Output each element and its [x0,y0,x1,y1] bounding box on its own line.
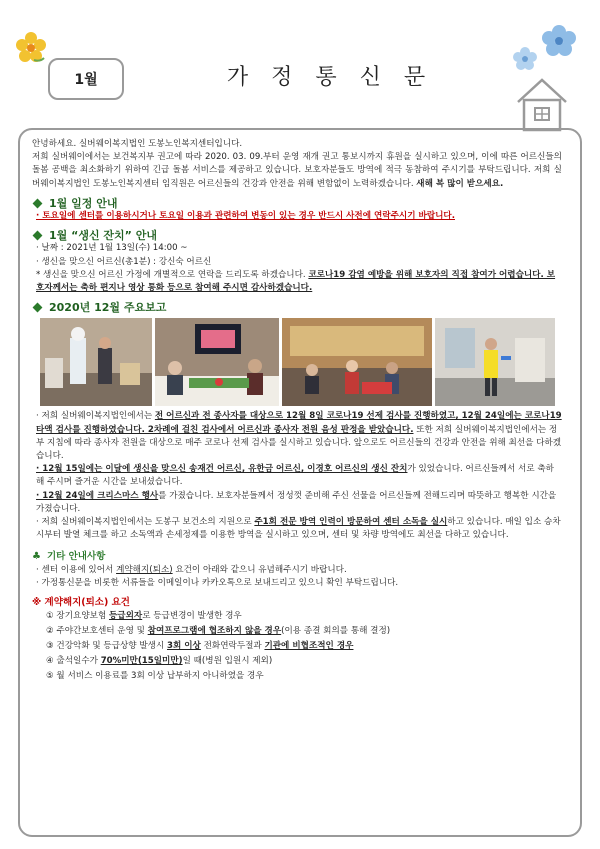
report-disinfection: · 저희 실버웨이복지법인에서는 도봉구 보건소의 지원으로 주1회 전문 방역 인력이 방문하여 센터 소독을 실시하고 있습니다. 매일 입소 승차시부터 발열 체크를 하고 소독액과 손세정제를 이용한 방역을 실시하고 있으며, 센터 및 차량 방역에도 최선을 다하고 있습니다. [36,517,561,541]
content-body [32,138,562,684]
intro-body: 저희 실버웨이에서는 보건복지부 권고에 따라 2020. 03. 09.부터 운영 재개 권고 통보시까지 휴원을 실시하고 있으며, 이에 따른 어르신들의 돌봄 공백을 최소화하기 위하여 긴급 돌봄 서비스를 제공하고 있습니다. 보호자분들도 방역에 적극 동참하여 주시기를 부탁드립니다. 저희 실버웨이복지법인 도봉노인복지센터 임직원은 어르신들의 건강과 안전을 위해 변함없이 노력하겠습니다. [32,152,562,189]
report-covid-tests: · 저희 실버웨이복지법인에서는 전 어르신과 전 종사자를 대상으로 12월 8일 코로나19 선제 검사를 진행하였고, 12월 24일에는 코로나19 타액 검사를 진행하였습니다. 2차례에 걸친 검사에서 어르신과 종사자 전원 음성 판정을 받았습니다. 또한 저희 실버웨이복지법인에서는 정부 지침에 따라 종사자 전원을 대상으로 매주 코로나 선제 검사를 실시하고 있습니다. 앞으로도 어르신들의 건강과 안전을 위해 최선을 다하겠습니다. [36,411,562,462]
diamond-icon [33,231,43,241]
diamond-icon [33,198,43,208]
termination-heading: ※ 계약해지(퇴소) 요건 [32,597,130,609]
section-heading-birthday: 1월 “생신 잔치” 안내 [32,229,562,242]
report-christmas: · 12월 24일에 크리스마스 행사를 가졌습니다. 보호자분들께서 정성껏 준비해 주신 선물을 어르신들께 전해드리며 따뜻하고 행복한 시간을 가졌습니다. [36,490,557,514]
other-notice-1: · 센터 이용에 있어서 계약해지(퇴소) 요건이 아래와 같으니 유념해주시기 바랍니다. [36,564,347,575]
termination-item-3: ③ 건강악화 및 등급상향 발생시 3회 이상 전화연락두절과 기관에 비협조적인 경우 [46,641,354,652]
section-heading-other: ♣ 기타 안내사항 [32,551,106,563]
birthday-date: · 날짜 : 2021년 1월 13일(수) 14:00 ~ [36,243,188,254]
flower-icon [14,30,48,64]
birthday-person: · 생신을 맞으신 어르신(총1분) : 강신숙 어르신 [36,256,212,267]
termination-item-4: ④ 출석일수가 70%미만(15일미만)일 때(병원 입원시 제외) [46,656,273,667]
photo-christmas-party [282,318,432,406]
club-icon: ♣ [32,551,41,563]
intro-greeting: 안녕하세요. 실버웨이복지법인 도봉노인복지센터입니다. [32,139,243,149]
page-title: 가 정 통 신 문 [226,65,434,90]
month-tab [48,58,124,100]
diamond-icon [33,303,43,313]
photo-birthday [155,318,279,406]
photo-covid-test [40,318,152,406]
section-heading-report: 2020년 12월 주요보고 [32,301,562,314]
photo-disinfection [435,318,555,406]
flowers-icon [505,22,585,74]
photo-strip [40,318,562,406]
month-label: 1월 [74,72,98,88]
intro-closing: 새해 복 많이 받으세요. [416,178,504,189]
other-notice-2: · 가정통신문을 비롯한 서류들을 이메일이나 카카오톡으로 보내드리고 있으니 확인 부탁드립니다. [36,577,399,588]
schedule-notice: · 토요일에 센터를 이용하시거나 토요일 이용과 관련하여 변동이 있는 경우 반드시 사전에 연락주시기 바랍니다. [36,211,455,222]
intro-paragraph [32,151,562,191]
birthday-note: * 생신을 맞으신 어르신 가정에 개별적으로 연락을 드리도록 하겠습니다. 코로나19 감염 예방을 위해 보호자의 직접 참여가 어렵습니다. 보호자께서는 축하 편지나 영상 통화 등으로 참여해 주시면 감사하겠습니다. [36,269,556,294]
termination-item-1: ① 장기요양보험 등급외자로 등급변경이 발생한 경우 [46,611,242,622]
report-birthday-party: · 12월 15일에는 이달에 생신을 맞으신 송재건 어르신, 유한금 어르신, 이경호 어르신의 생신 잔치가 있었습니다. 어르신들께서 서로 축하해 주시며 즐거운 시간을 보내셨습니다. [36,464,554,488]
termination-item-5: ⑤ 월 서비스 이용료를 3회 이상 납부하지 아니하였을 경우 [46,671,264,682]
house-icon [512,72,572,132]
termination-item-2: ② 주야간보호센터 운영 및 참여프로그램에 협조하지 않을 경우(이용 종결 회의를 통해 결정) [46,626,391,637]
section-heading-schedule: 1월 일정 안내 [32,197,562,210]
